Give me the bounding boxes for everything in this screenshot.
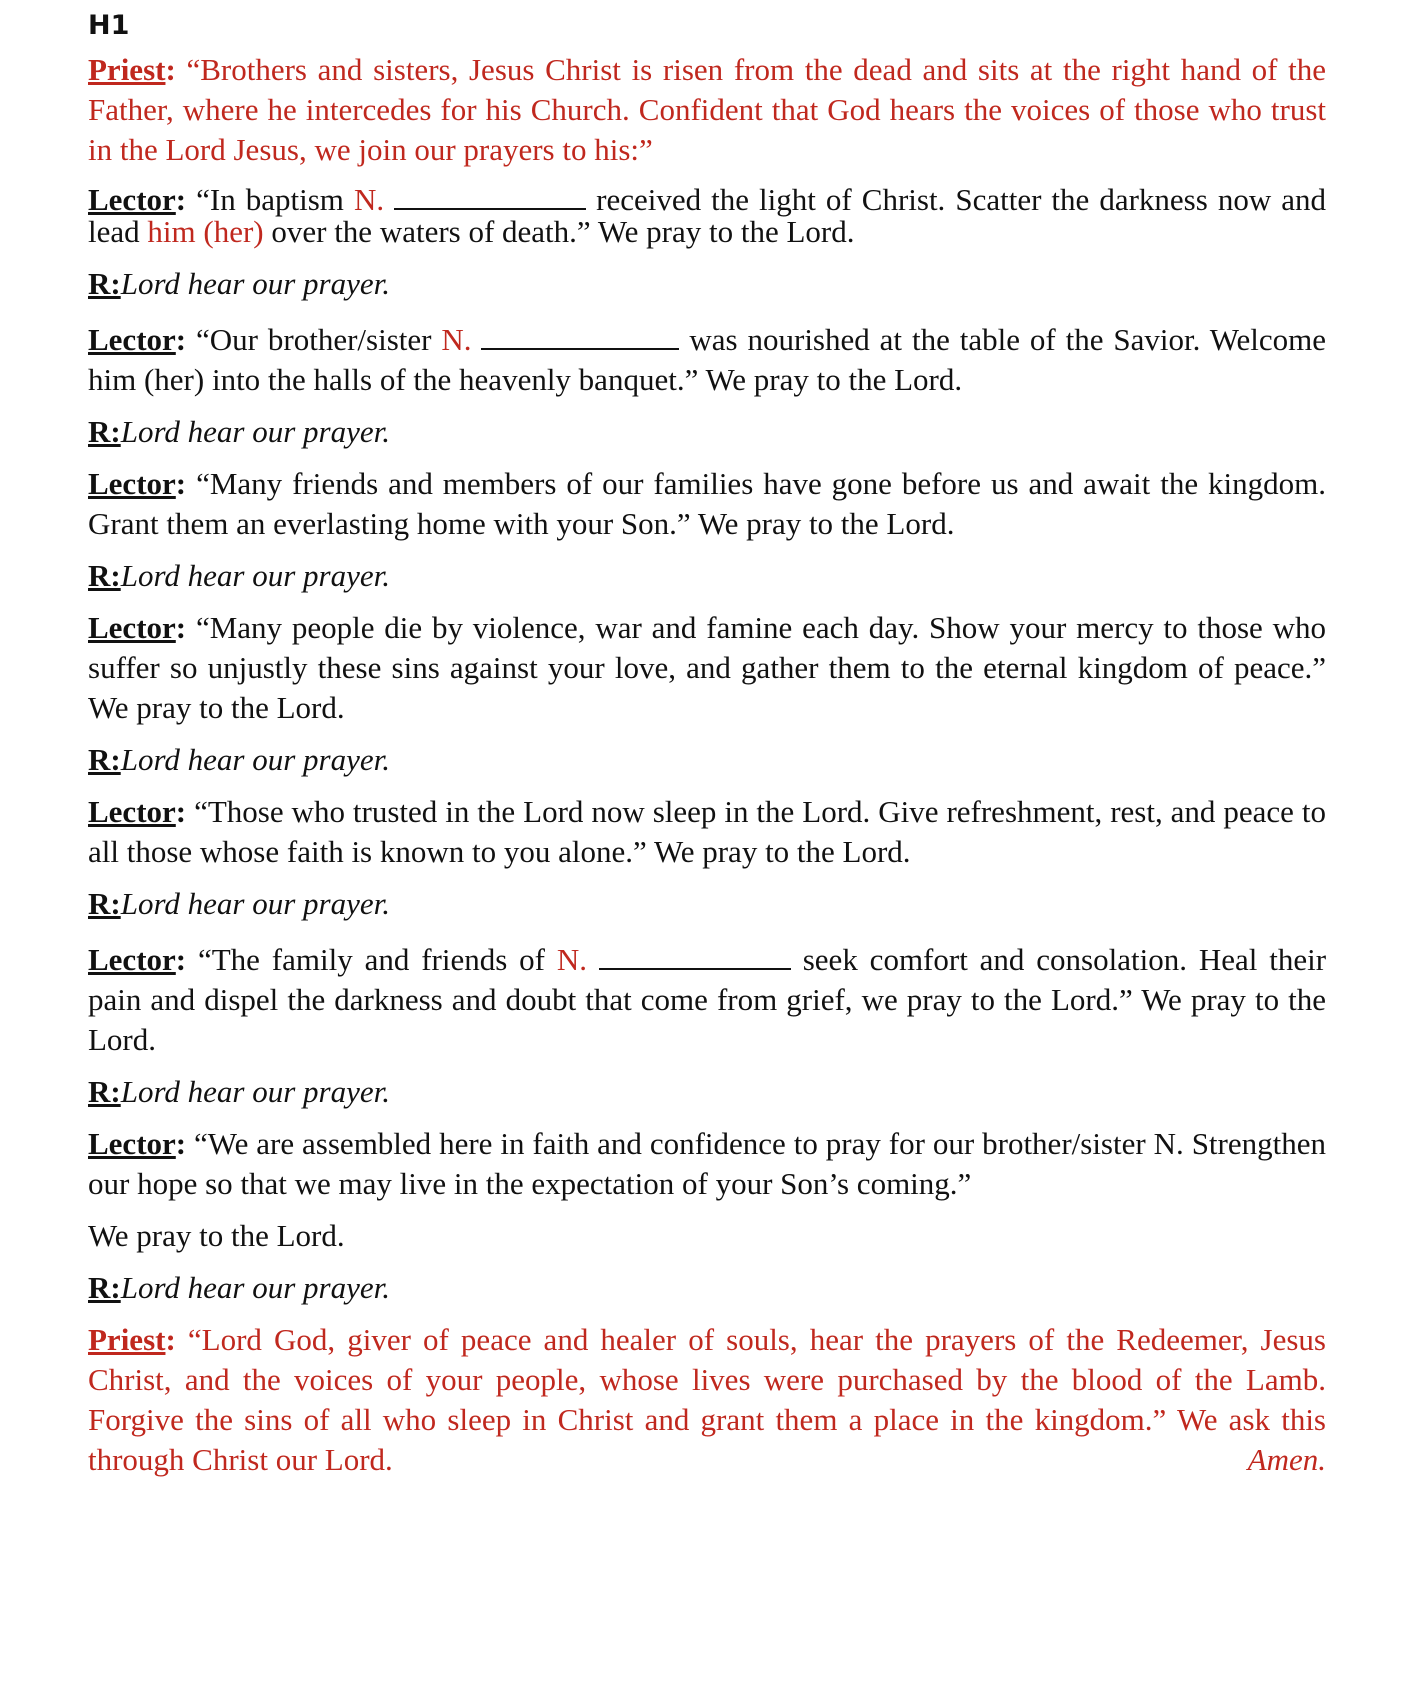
petition-1: Lector: “In baptism N. received the light of Christ. Scatter the darkness now and lead him (her) over the waters of death.” We pray to the Lord. <box>88 182 1327 249</box>
petition-text: seek comfort and consolation. Heal their pain and dispel the darkness and doubt that come from grief, we pray to the Lord.” We pray to the Lord. <box>88 942 1327 1057</box>
response-text: Lord hear our prayer. <box>120 742 390 777</box>
response-line <box>88 412 1326 452</box>
response-label: R: <box>88 742 121 777</box>
response-line <box>88 740 1326 780</box>
response-text: Lord hear our prayer. <box>120 1074 390 1109</box>
petition-text: “Those who trusted in the Lord now sleep in the Lord. Give refreshment, rest, and peace to all those whose faith is known to you alone.” We pray to the Lord. <box>88 794 1326 869</box>
response-label: R: <box>88 1074 121 1109</box>
petition-text: “The family and friends of <box>197 942 557 977</box>
response-label: R: <box>88 414 121 449</box>
name-blank <box>481 322 679 350</box>
speaker-label: Lector <box>88 1126 176 1161</box>
name-placeholder: N. <box>556 942 587 977</box>
response-line <box>88 1268 1326 1308</box>
petition-text: “Many friends and members of our families have gone before us and await the kingdom. Grant them an everlasting home with your Son.” We pray to the Lord. <box>88 466 1327 541</box>
petition-text: “We are assembled here in faith and confidence to pray for our brother/sister N. Strengthen our hope so that we may live in the expectation of your Son’s coming.” <box>88 1126 1326 1201</box>
name-placeholder: N. <box>353 182 385 217</box>
response-text: Lord hear our prayer. <box>120 266 390 301</box>
pronoun-placeholder: him (her) <box>147 214 264 249</box>
petition-7-trailer: We pray to the Lord. <box>88 1218 345 1253</box>
petition-text: “Our brother/sister <box>196 322 442 357</box>
petition-text: received the light of Christ. Scatter the darkness now and lead <box>88 182 1327 249</box>
response-line <box>88 556 1326 596</box>
response-line <box>88 264 1326 304</box>
name-placeholder: N. <box>441 322 472 357</box>
response-text: Lord hear our prayer. <box>120 414 390 449</box>
speaker-label: Priest <box>88 52 166 87</box>
petition-text: over the waters of death.” We pray to the Lord. <box>263 214 855 249</box>
response-text: Lord hear our prayer. <box>120 1270 390 1305</box>
speaker-label: Priest <box>88 1322 166 1357</box>
priest-intro-text: “Brothers and sisters, Jesus Christ is risen from the dead and sits at the right hand of the Father, where he intercedes for his Church. Confident that God hears the voices of those who trust in the Lord Jesus, we join our prayers to his:” <box>88 52 1327 167</box>
name-blank <box>599 942 791 970</box>
petition-5: Lector: “Those who trusted in the Lord now sleep in the Lord. Give refreshment, rest, and peace to all those whose faith is known to you alone.” We pray to the Lord. <box>88 794 1326 869</box>
priest-intro: Priest: “Brothers and sisters, Jesus Christ is risen from the dead and sits at the right hand of the Father, where he intercedes for his Church. Confident that God hears the voices of those who trust in the Lord Jesus, we join our prayers to his:” <box>88 52 1327 167</box>
section-heading: H1 <box>88 10 130 41</box>
response-line <box>88 1072 1326 1112</box>
speaker-label: Lector <box>88 466 176 501</box>
petition-6: Lector: “The family and friends of N. seek comfort and consolation. Heal their pain and dispel the darkness and doubt that come from grief, we pray to the Lord.” We pray to the Lord. <box>88 942 1327 1057</box>
name-blank <box>394 182 586 210</box>
response-label: R: <box>88 886 121 921</box>
response-text: Lord hear our prayer. <box>120 558 390 593</box>
petition-text: “In baptism <box>196 182 354 217</box>
petition-2: Lector: “Our brother/sister N. was nourished at the table of the Savior. Welcome him (her) into the halls of the heavenly banquet.” We pray to the Lord. <box>88 322 1327 397</box>
response-label: R: <box>88 558 121 593</box>
speaker-label: Lector <box>88 610 176 645</box>
speaker-label: Lector <box>88 182 176 217</box>
petition-4: Lector: “Many people die by violence, war and famine each day. Show your mercy to those who suffer so unjustly these sins against your love, and gather them to the eternal kingdom of peace.” We pray to the Lord. <box>88 610 1326 725</box>
response-label: R: <box>88 1270 121 1305</box>
speaker-label: Lector <box>88 942 176 977</box>
priest-closing-text: “Lord God, giver of peace and healer of souls, hear the prayers of the Redeemer, Jesus Christ, and the voices of your people, whose lives were purchased by the blood of the Lamb. Forgive the sins of all who sleep in Christ and grant them a place in the kingdom.” We ask this through Christ our Lord. <box>88 1322 1326 1477</box>
petition-3: Lector: “Many friends and members of our families have gone before us and await the kingdom. Grant them an everlasting home with your Son.” We pray to the Lord. <box>88 466 1327 541</box>
amen-label: Amen. <box>1247 1442 1326 1477</box>
speaker-label: Lector <box>88 794 176 829</box>
speaker-label: Lector <box>88 322 176 357</box>
prayer-document <box>88 0 1326 1480</box>
priest-closing: Priest: “Lord God, giver of peace and healer of souls, hear the prayers of the Redeemer, Jesus Christ, and the voices of your people, whose lives were purchased by the blood of the Lamb. Forgive the sins of all who sleep in Christ and grant them a place in the kingdom.” We ask this through Christ our Lord. Amen. <box>88 1320 1326 1480</box>
petition-text: was nourished at the table of the Savior. Welcome him (her) into the halls of the heavenly banquet.” We pray to the Lord. <box>88 322 1327 397</box>
response-text: Lord hear our prayer. <box>120 886 390 921</box>
petition-7: Lector: “We are assembled here in faith and confidence to pray for our brother/sister N. Strengthen our hope so that we may live in the expectation of your Son’s coming.” <box>88 1126 1326 1201</box>
petition-text: “Many people die by violence, war and famine each day. Show your mercy to those who suffer so unjustly these sins against your love, and gather them to the eternal kingdom of peace.” We pray to the Lord. <box>88 610 1326 725</box>
response-line <box>88 884 1326 924</box>
response-label: R: <box>88 266 121 301</box>
